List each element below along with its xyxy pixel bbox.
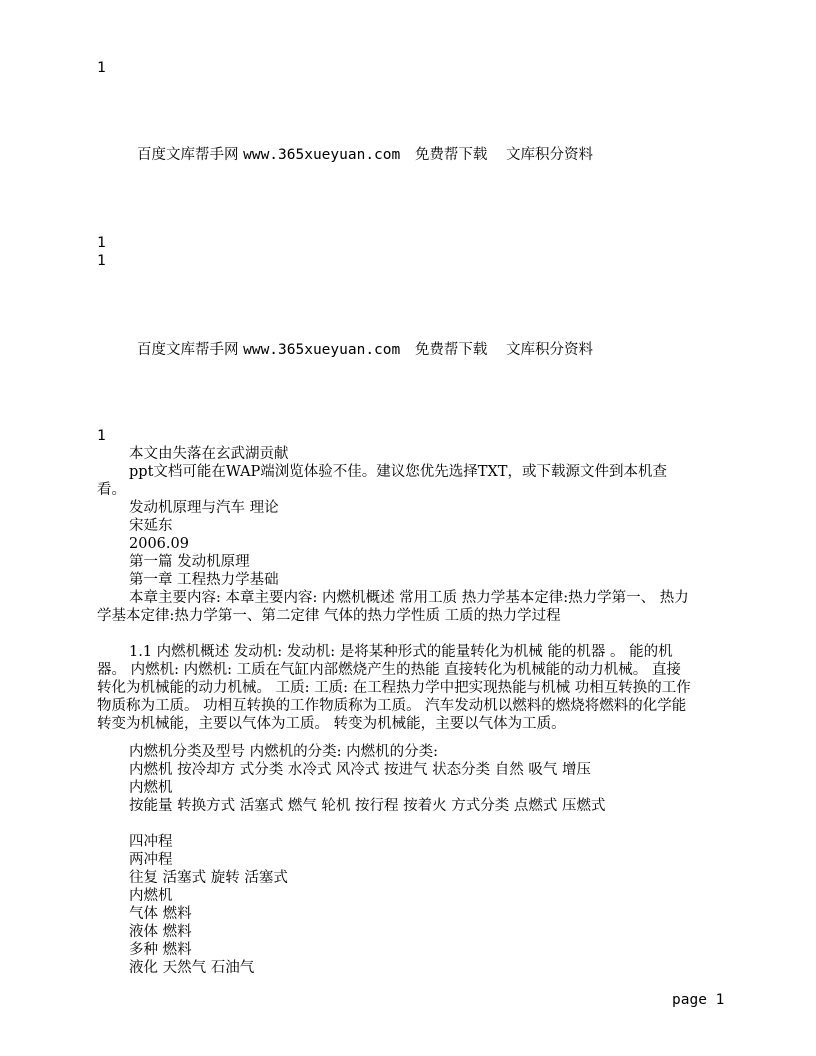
banner-url[interactable]: www.365xueyuan.com (243, 342, 401, 358)
banner-site: 百度文库帮手网 (137, 147, 239, 163)
classification-line: 液化 天然气 石油气 (129, 960, 255, 976)
chapter-summary: 本章主要内容: 本章主要内容: 内燃机概述 常用工质 热力学基本定律:热力学第一、 热力学基本定律:热力学第一、第二定律 气体的热力学性质 工质的热力学过程 (97, 590, 689, 624)
classification-line: 液体 燃料 (129, 924, 192, 940)
classification-line: 内燃机 (129, 888, 173, 904)
banner-points: 文库积分资料 (505, 147, 593, 163)
section-1-1-text: 1.1 内燃机概述 发动机: 发动机: 是将某种形式的能量转化为机械 能的机器 。 能的机器。 内燃机: 内燃机: 工质在气缸内部燃烧产生的热能 直接转化为机械能的动力机械。 直接转化为机械能的动力机械。 工质: 工质: 在工程热力学中把实现热能与机械 功相互转换的工作物质称为工质。 功相互转换的工作物质称为工质。 汽车发动机以燃料的燃烧将燃料的化学能 转变为机械能，主要以气体为工质。 转变为机械能，主要以气体为工质。 (97, 644, 691, 732)
page-mark: 1 (97, 235, 106, 251)
banner (137, 146, 593, 164)
banner-free: 免费帮下载 (414, 147, 488, 163)
banner-free: 免费帮下载 (414, 342, 488, 358)
classification-line: 多种 燃料 (129, 942, 192, 958)
download-notice: ppt文档可能在WAP端浏览体验不佳。建议您优先选择TXT，或下载源文件到本机查看。 (97, 464, 667, 498)
chapter-heading: 第一章 工程热力学基础 (129, 572, 279, 588)
page-number: page 1 (672, 992, 725, 1008)
classification-line: 按能量 转换方式 活塞式 燃气 轮机 按行程 按着火 方式分类 点燃式 压燃式 (129, 798, 606, 814)
part-heading: 第一篇 发动机原理 (129, 554, 250, 570)
page-mark: 1 (97, 253, 106, 269)
classification-line: 内燃机 按冷却方 式分类 水冷式 风冷式 按进气 状态分类 自然 吸气 增压 (129, 762, 591, 778)
classification-line: 内燃机 (129, 780, 173, 796)
banner-url[interactable]: www.365xueyuan.com (243, 147, 401, 163)
contributor-line: 本文由失落在玄武湖贡献 (129, 446, 289, 462)
classification-line: 两冲程 (129, 852, 173, 868)
banner-site: 百度文库帮手网 (137, 342, 239, 358)
classification-line: 四冲程 (129, 834, 173, 850)
doc-author: 宋延东 (129, 518, 173, 534)
banner-points: 文库积分资料 (505, 342, 593, 358)
page-mark: 1 (97, 428, 106, 444)
doc-title: 发动机原理与汽车 理论 (129, 500, 279, 516)
doc-date: 2006.09 (129, 536, 189, 552)
classification-line: 内燃机分类及型号 内燃机的分类: 内燃机的分类: (129, 744, 438, 760)
page-mark: 1 (97, 60, 106, 76)
classification-line: 气体 燃料 (129, 906, 192, 922)
classification-line: 往复 活塞式 旋转 活塞式 (129, 870, 288, 886)
banner (137, 341, 593, 359)
